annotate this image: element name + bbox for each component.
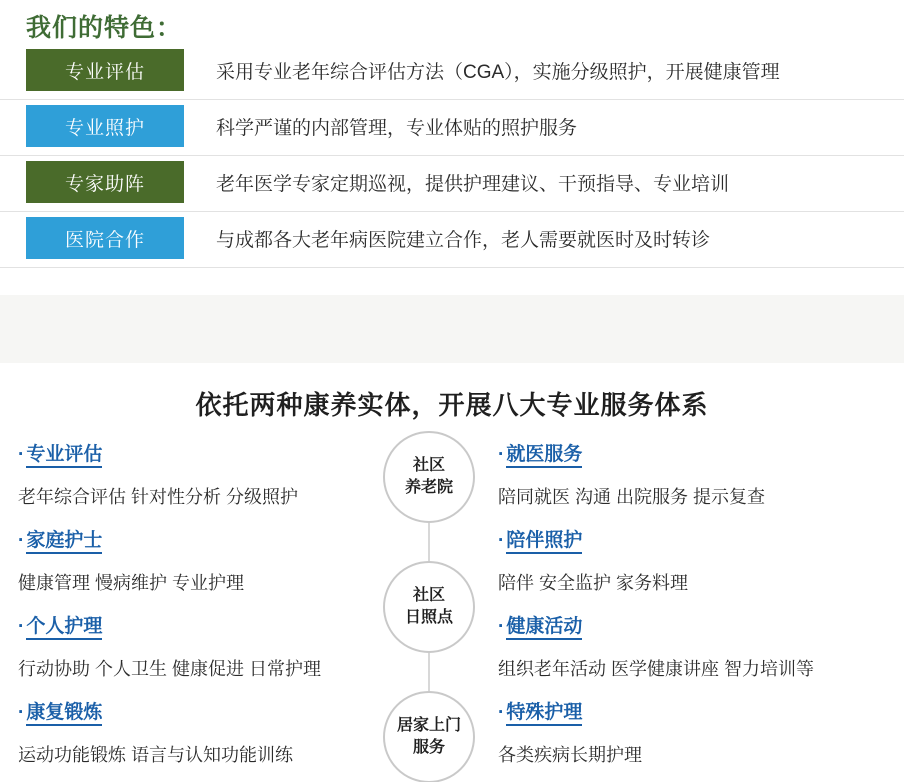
features-title: 我们的特色：	[26, 14, 183, 42]
services-column-right	[498, 439, 898, 782]
service-heading-label: 就医服务	[506, 444, 582, 468]
bullet-icon: ·	[18, 444, 25, 465]
feature-tag: 专业评估	[26, 49, 184, 91]
service-item	[498, 611, 898, 697]
service-heading	[18, 525, 378, 552]
feature-tag: 专业照护	[26, 105, 184, 147]
circle-connector	[428, 523, 430, 561]
service-item	[498, 525, 898, 611]
bullet-icon: ·	[18, 530, 25, 551]
bullet-icon: ·	[498, 702, 505, 723]
service-item	[18, 697, 378, 782]
feature-row	[26, 216, 710, 260]
feature-description: 科学严谨的内部管理，专业体贴的照护服务	[216, 117, 578, 139]
bullet-icon: ·	[498, 616, 505, 637]
service-body: 陪伴 安全监护 家务料理	[498, 573, 689, 593]
service-heading	[18, 439, 378, 466]
service-heading	[498, 525, 898, 552]
service-item	[498, 439, 898, 525]
row-divider	[0, 155, 904, 156]
service-heading-label: 特殊护理	[506, 702, 582, 726]
entity-circle-community-nursing-home	[383, 431, 475, 523]
service-body: 行动协助 个人卫生 健康促进 日常护理	[18, 659, 322, 679]
entity-circle-home-visit-service	[383, 691, 475, 782]
row-divider	[0, 267, 904, 268]
service-heading-label: 专业评估	[26, 444, 102, 468]
bullet-icon: ·	[498, 530, 505, 551]
service-body: 老年综合评估 针对性分析 分级照护	[18, 487, 299, 507]
feature-description: 老年医学专家定期巡视，提供护理建议、干预指导、专业培训	[216, 173, 730, 195]
feature-tag: 医院合作	[26, 217, 184, 259]
feature-row	[26, 160, 729, 204]
service-heading	[498, 611, 898, 638]
services-column-left	[18, 439, 378, 782]
service-heading-label: 家庭护士	[26, 530, 102, 554]
service-body: 健康管理 慢病维护 专业护理	[18, 573, 245, 593]
services-section	[0, 363, 904, 782]
bullet-icon: ·	[498, 444, 505, 465]
feature-description: 采用专业老年综合评估方法（CGA），实施分级照护，开展健康管理	[216, 61, 780, 83]
service-item	[498, 697, 898, 782]
feature-row	[26, 48, 780, 92]
services-title: 依托两种康养实体，开展八大专业服务体系	[195, 390, 709, 420]
service-heading	[498, 697, 898, 724]
bullet-icon: ·	[18, 616, 25, 637]
circle-line-1: 居家上门	[396, 717, 461, 735]
service-item	[18, 525, 378, 611]
service-heading-label: 陪伴照护	[506, 530, 582, 554]
features-section	[0, 0, 904, 295]
service-body: 组织老年活动 医学健康讲座 智力培训等	[498, 659, 815, 679]
circle-line-2: 日照点	[404, 609, 453, 626]
entity-circles-group	[383, 431, 479, 771]
circle-line-1: 社区	[412, 587, 445, 605]
entity-circle-community-day-care	[383, 561, 475, 653]
section-separator-band	[0, 295, 904, 363]
service-heading	[498, 439, 898, 466]
row-divider	[0, 211, 904, 212]
service-heading-label: 健康活动	[506, 616, 582, 640]
service-body: 各类疾病长期护理	[498, 745, 642, 765]
feature-row	[26, 104, 577, 148]
bullet-icon: ·	[18, 702, 25, 723]
feature-description: 与成都各大老年病医院建立合作，老人需要就医时及时转诊	[216, 229, 711, 251]
feature-tag: 专家助阵	[26, 161, 184, 203]
service-item	[18, 611, 378, 697]
service-body: 陪同就医 沟通 出院服务 提示复查	[498, 487, 766, 507]
service-heading-label: 个人护理	[26, 616, 102, 640]
service-heading	[18, 611, 378, 638]
service-heading-label: 康复锻炼	[26, 702, 102, 726]
row-divider	[0, 99, 904, 100]
service-item	[18, 439, 378, 525]
circle-line-1: 社区	[412, 457, 445, 475]
circle-line-2: 养老院	[404, 479, 453, 496]
circle-line-2: 服务	[412, 739, 445, 756]
circle-connector	[428, 653, 430, 691]
service-body: 运动功能锻炼 语言与认知功能训练	[18, 745, 293, 765]
service-heading	[18, 697, 378, 724]
